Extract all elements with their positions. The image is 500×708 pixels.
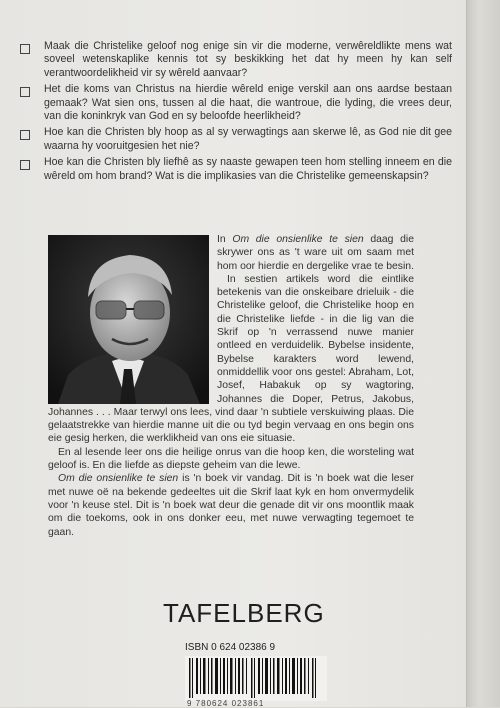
- text-run: In: [217, 234, 233, 245]
- book-title: Om die onsienlike te sien: [58, 473, 179, 485]
- text-run: daag die skrywer ons as 't ware uit om saam met hom oor hierdie en dergelike vrae te besin.: [217, 234, 414, 272]
- question-text: Hoe kan die Christen bly hoop as al sy verwagtings aan skerwe lê, as God nie dit gee waarna hy vooruitgesien het nie?: [44, 126, 452, 152]
- blurb-paragraph: En al lesende leer ons die heilige onrus van die hoop ken, die worsteling wat geloof is. En die liefde as diepste geheim van die lewe.: [48, 446, 414, 472]
- blurb-paragraph: In sestien artikels word die eintlike betekenis van die onskeibare drieluik - die Christelike geloof, die Christelike hoop en die Christelike liefde - in die lig van die Skrif op 'n verrassend nuwe manier ontleed en verduidelik. Bybelse insidente, Bybelse karakters word lewend, onmiddellik voor ons gestel: Abraham, Lot, Josef, Habakuk op sy wagtoring, Johannes die Doper, Petrus, Jakobus, Johannes . . . Maar terwyl ons lees, vind daar 'n subtiele verskuiwing plaas. Die gelaatstrekke van hierdie manne uit die ou tyd begin vervaag en ons begin ons eie gesig herken, die werklikheid van ons eie situasie.: [48, 273, 414, 445]
- checkbox-square-icon: [20, 160, 30, 170]
- question-item: [20, 40, 452, 80]
- barcode-number: 9 780624 023861: [187, 699, 265, 708]
- question-text: Hoe kan die Christen bly liefhê as sy naaste gewapen teen hom stelling inneem en die wêreld om hom brand? Wat is die implikasies van die Christelike gemeenskapsin?: [44, 156, 452, 182]
- checkbox-square-icon: [20, 130, 30, 140]
- publisher-logo: TAFELBERG: [163, 598, 325, 628]
- barcode-icon: [185, 656, 327, 701]
- isbn: ISBN 0 624 02386 9: [185, 642, 276, 653]
- question-item: [20, 126, 452, 153]
- book-title: Om die onsienlike te sien: [232, 234, 364, 245]
- question-item: [20, 156, 452, 183]
- checkbox-square-icon: [20, 44, 30, 54]
- question-list: [20, 40, 452, 186]
- blurb-paragraph: [48, 472, 414, 538]
- spine-edge: [466, 0, 500, 707]
- text-run: is 'n boek vir vandag. Dit is 'n boek wat die leser met nuwe oë na bekende gedeeltes uit die Skrif laat kyk en hom onvermydelik voor 'n keuse stel. Dit is 'n boek wat deur die genade dit vir ons moontlik maak om die toekoms, ook in ons donker eeu, met nuwe verwagting tegemoet te gaan.: [48, 473, 415, 538]
- question-item: [20, 83, 452, 123]
- checkbox-square-icon: [20, 87, 30, 97]
- question-text: Het die koms van Christus na hierdie wêreld enige verskil aan ons aardse bestaan gemaak? Wat sien ons, tussen al die haat, die wantroue, die lyding, die vrees deur, van die koninkryk van God en sy beloofde heerlikheid?: [44, 83, 452, 123]
- question-text: Maak die Christelike geloof nog enige sin vir die moderne, verwêreldlikte mens wat soveel wetenskaplike kennis tot sy beskikking het dat hy meen hy kan self verantwoordelikheid vir sy wêreld aanvaar?: [44, 40, 452, 79]
- blurb: [48, 233, 414, 539]
- photo-placeholder: [48, 233, 217, 400]
